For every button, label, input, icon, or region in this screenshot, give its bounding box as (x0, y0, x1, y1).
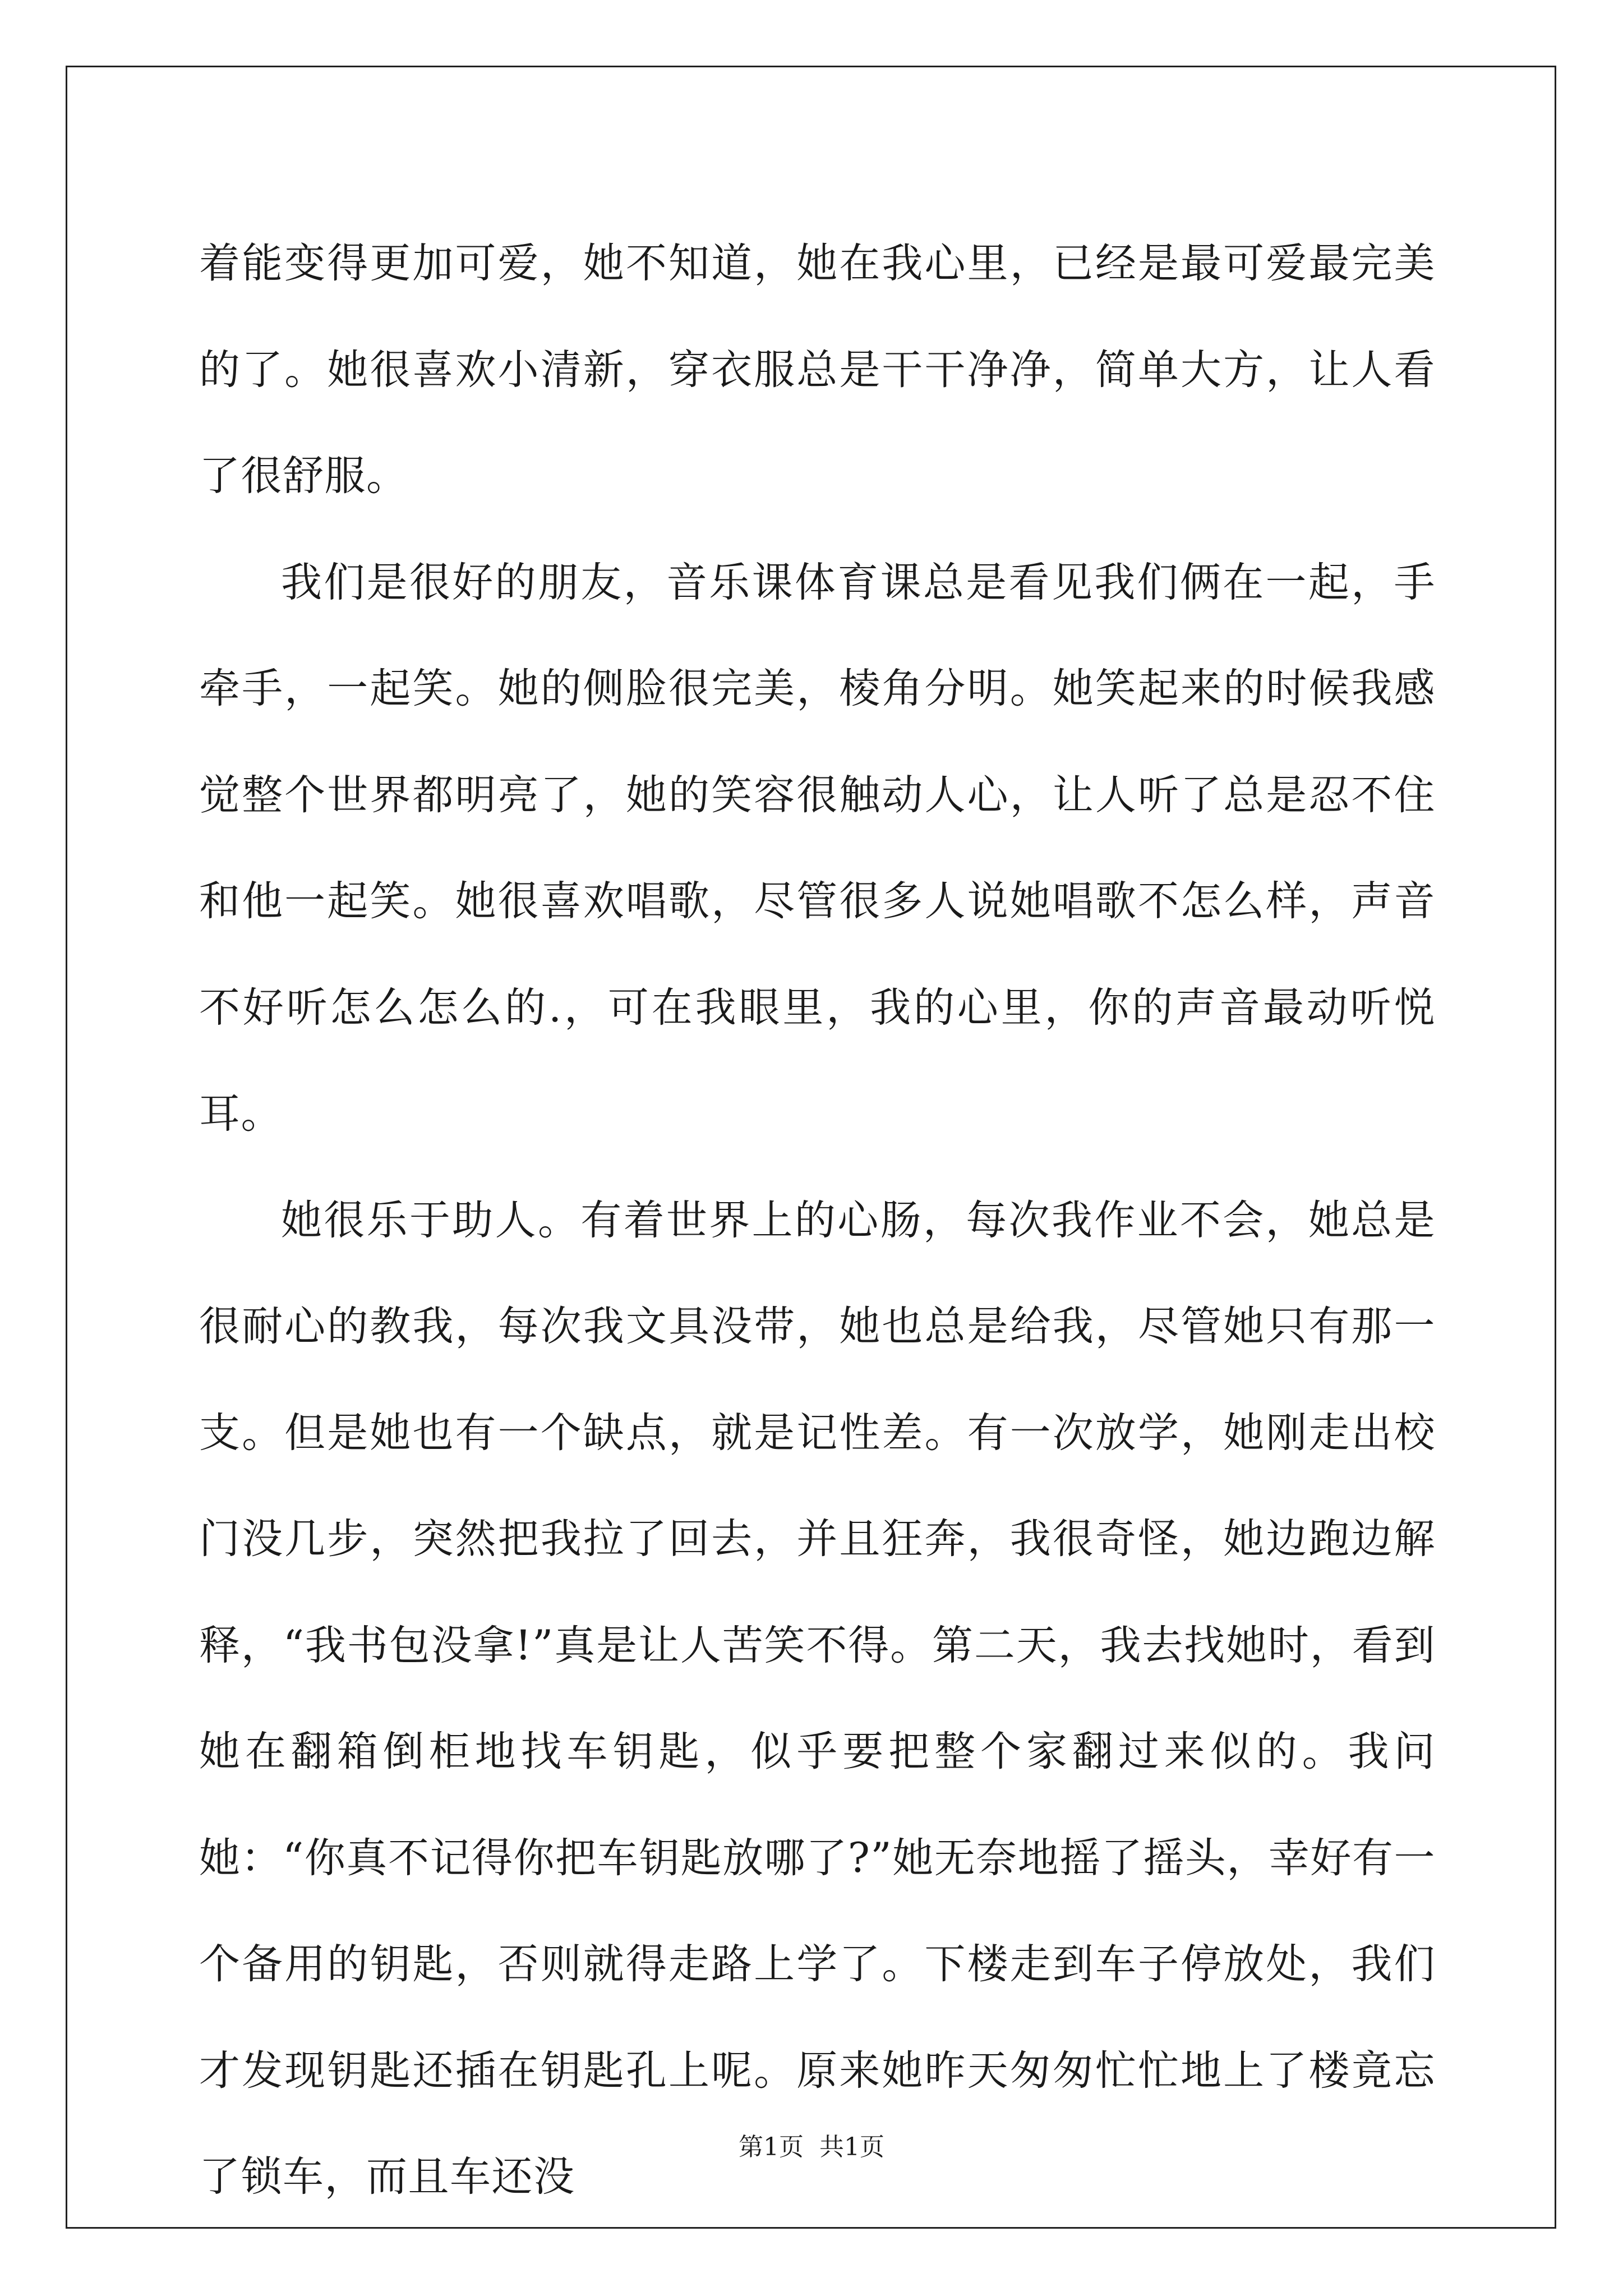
paragraph-1: 着能变得更加可爱，她不知道，她在我心里，已经是最可爱最完美的了。她很喜欢小清新，穿衣服总是干干净净，简单大方，让人看了很舒服。 (199, 240, 1436, 500)
page-footer: 第1页 共1页 (739, 2133, 884, 2161)
document-body (199, 210, 1436, 2230)
paragraph-2: 我们是很好的朋友，音乐课体育课总是看见我们俩在一起，手牵手，一起笑。她的侧脸很完美，棱角分明。她笑起来的时候我感觉整个世界都明亮了，她的笑容很触动人心，让人听了总是忍不住和他一起笑。她很喜欢唱歌，尽管很多人说她唱歌不怎么样，声音不好听怎么怎么的.，可在我眼里，我的心里，你的声音最动听悦耳。 (199, 558, 1436, 1138)
paragraph-3: 她很乐于助人。有着世界上的心肠，每次我作业不会，她总是很耐心的教我，每次我文具没带，她也总是给我，尽管她只有那一支。但是她也有一个缺点，就是记性差。有一次放学，她刚走出校门没几步，突然把我拉了回去，并且狂奔，我很奇怪，她边跑边解释，“我书包没拿!”真是让人苦笑不得。第二天，我去找她时，看到她在翻箱倒柜地找车钥匙，似乎要把整个家翻过来似的。我问她：“你真不记得你把车钥匙放哪了?”她无奈地摇了摇头，幸好有一个备用的钥匙，否则就得走路上学了。下楼走到车子停放处，我们才发现钥匙还插在钥匙孔上呢。原来她昨天匆匆忙忙地上了楼竟忘了锁车，而且车还没 (199, 1196, 1436, 2201)
